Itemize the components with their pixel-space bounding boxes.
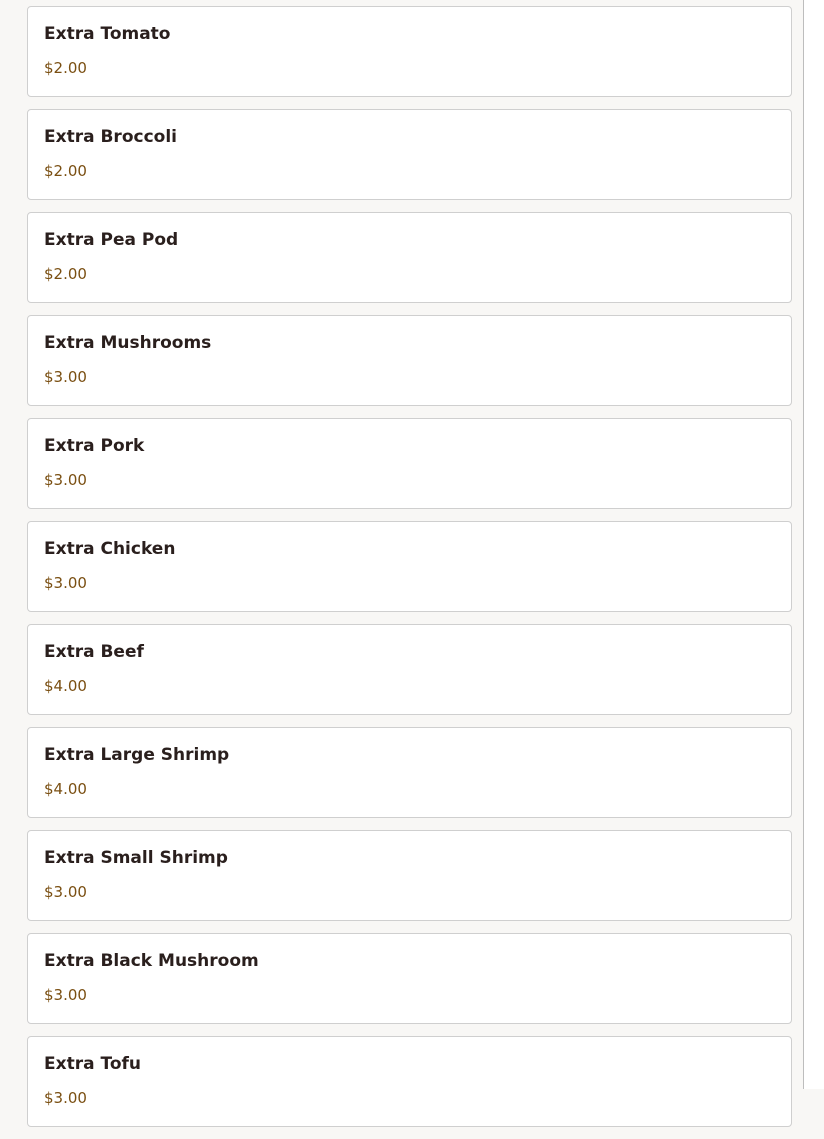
menu-item-name: Extra Pork bbox=[44, 436, 145, 456]
menu-item-name: Extra Mushrooms bbox=[44, 333, 212, 353]
menu-item-name: Extra Beef bbox=[44, 642, 144, 662]
menu-item-card[interactable] bbox=[27, 1036, 792, 1127]
menu-item-price: $3.00 bbox=[44, 1089, 87, 1107]
menu-item-name: Extra Black Mushroom bbox=[44, 951, 259, 971]
menu-item-card[interactable] bbox=[27, 212, 792, 303]
menu-item-name: Extra Large Shrimp bbox=[44, 745, 230, 765]
menu-item-price: $2.00 bbox=[44, 162, 87, 180]
menu-item-price: $4.00 bbox=[44, 780, 87, 798]
menu-item-card[interactable] bbox=[27, 830, 792, 921]
menu-item-card[interactable] bbox=[27, 624, 792, 715]
menu-item-price: $3.00 bbox=[44, 574, 87, 592]
menu-item-card[interactable] bbox=[27, 521, 792, 612]
menu-item-name: Extra Pea Pod bbox=[44, 230, 179, 250]
menu-item-card[interactable] bbox=[27, 727, 792, 818]
menu-item-price: $2.00 bbox=[44, 265, 87, 283]
menu-item-name: Extra Chicken bbox=[44, 539, 176, 559]
menu-item-price: $4.00 bbox=[44, 677, 87, 695]
menu-item-card[interactable] bbox=[27, 6, 792, 97]
menu-item-card[interactable] bbox=[27, 933, 792, 1024]
menu-item-card[interactable] bbox=[27, 418, 792, 509]
menu-item-name: Extra Tomato bbox=[44, 24, 171, 44]
menu-item-price: $2.00 bbox=[44, 59, 87, 77]
menu-item-price: $3.00 bbox=[44, 883, 87, 901]
menu-item-price: $3.00 bbox=[44, 471, 87, 489]
menu-item-name: Extra Small Shrimp bbox=[44, 848, 228, 868]
right-gutter bbox=[804, 0, 824, 1089]
menu-item-card[interactable] bbox=[27, 109, 792, 200]
menu-item-name: Extra Tofu bbox=[44, 1054, 141, 1074]
menu-item-price: $3.00 bbox=[44, 986, 87, 1004]
menu-item-list bbox=[27, 6, 792, 1139]
menu-item-name: Extra Broccoli bbox=[44, 127, 177, 147]
menu-item-card[interactable] bbox=[27, 315, 792, 406]
menu-item-price: $3.00 bbox=[44, 368, 87, 386]
